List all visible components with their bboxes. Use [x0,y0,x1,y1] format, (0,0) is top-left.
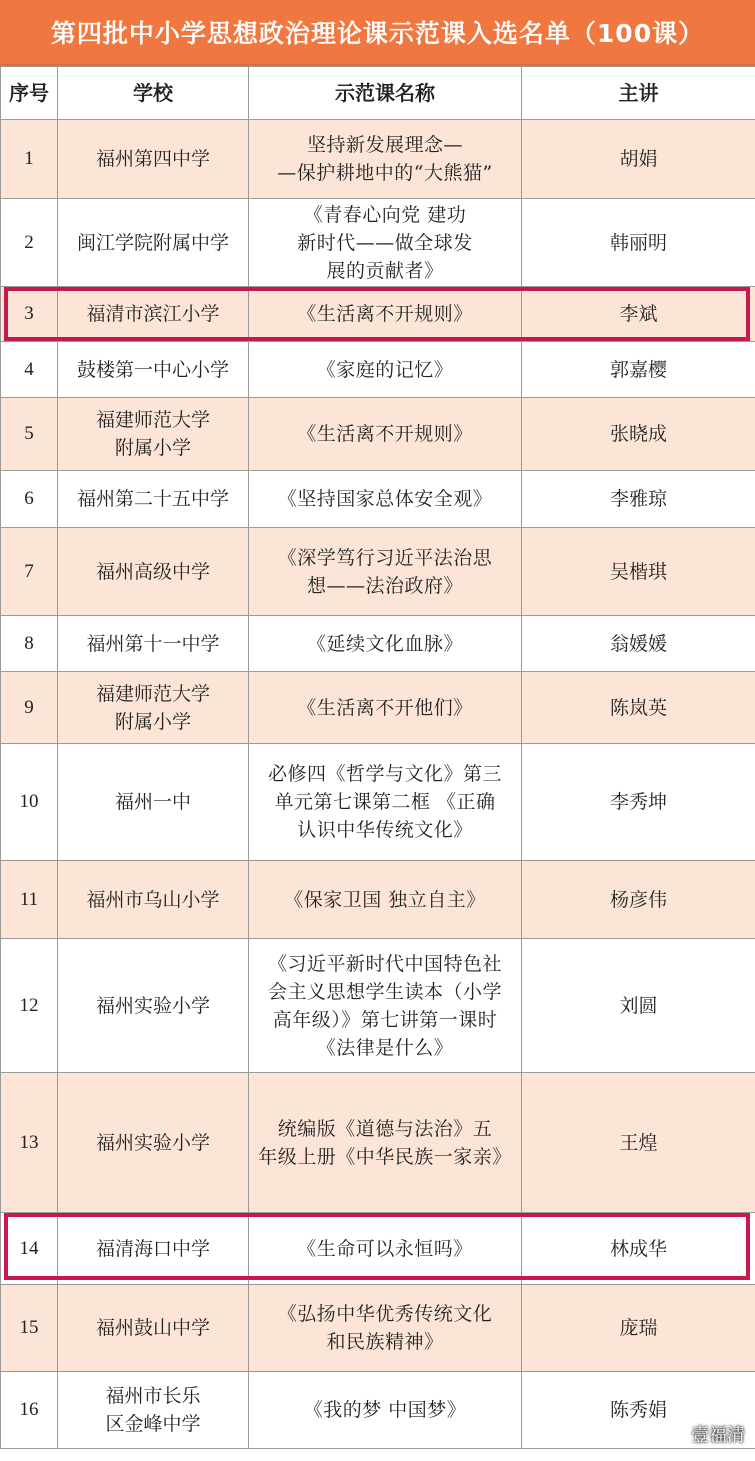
lesson-cell: 《保家卫国 独立自主》 [249,861,522,939]
seq-cell: 2 [1,199,58,287]
table-row [1,199,755,287]
table-header-row [1,67,755,120]
school-cell: 福州实验小学 [58,939,249,1073]
wechat-icon [659,1423,685,1445]
seq-cell: 6 [1,471,58,528]
teacher-cell: 陈岚英 [522,672,755,744]
lesson-cell: 《生活离不开规则》 [249,398,522,471]
seq-cell: 10 [1,744,58,861]
school-cell: 福州鼓山中学 [58,1285,249,1372]
teacher-cell: 李雅琼 [522,471,755,528]
seq-cell: 14 [1,1213,58,1285]
table-row [1,1073,755,1213]
lesson-cell: 《生活离不开他们》 [249,672,522,744]
table-row [1,287,755,342]
school-cell: 闽江学院附属中学 [58,199,249,287]
school-cell: 福州第四中学 [58,120,249,199]
teacher-cell: 李秀坤 [522,744,755,861]
table-row [1,672,755,744]
seq-cell: 16 [1,1372,58,1449]
school-cell: 福州实验小学 [58,1073,249,1213]
school-cell: 福州第二十五中学 [58,471,249,528]
seq-cell: 5 [1,398,58,471]
table-row [1,120,755,199]
teacher-cell: 林成华 [522,1213,755,1285]
seq-cell: 4 [1,342,58,398]
teacher-cell: 陈秀娟 [522,1372,755,1449]
school-cell: 福建师范大学 附属小学 [58,672,249,744]
lesson-cell: 《家庭的记忆》 [249,342,522,398]
lesson-cell: 《生活离不开规则》 [249,287,522,342]
table-row [1,1372,755,1449]
table-row [1,939,755,1073]
table-row [1,744,755,861]
school-cell: 福清海口中学 [58,1213,249,1285]
seq-cell: 12 [1,939,58,1073]
seq-cell: 3 [1,287,58,342]
table-row [1,1285,755,1372]
header-seq: 序号 [1,67,58,120]
seq-cell: 13 [1,1073,58,1213]
lesson-cell: 《弘扬中华优秀传统文化 和民族精神》 [249,1285,522,1372]
lesson-cell: 《青春心向党 建功 新时代——做全球发 展的贡献者》 [249,199,522,287]
table-row [1,398,755,471]
lesson-cell: 统编版《道德与法治》五 年级上册《中华民族一家亲》 [249,1073,522,1213]
seq-cell: 9 [1,672,58,744]
school-cell: 福州市长乐 区金峰中学 [58,1372,249,1449]
lesson-cell: 《我的梦 中国梦》 [249,1372,522,1449]
teacher-cell: 杨彦伟 [522,861,755,939]
table-row [1,1213,755,1285]
teacher-cell: 翁媛媛 [522,616,755,672]
lesson-cell: 《深学笃行习近平法治思 想——法治政府》 [249,528,522,616]
lesson-cell: 《延续文化血脉》 [249,616,522,672]
teacher-cell: 刘圆 [522,939,755,1073]
teacher-cell: 李斌 [522,287,755,342]
table-row [1,471,755,528]
seq-cell: 1 [1,120,58,199]
table-row [1,861,755,939]
watermark-text: 壹福清 [691,1425,745,1446]
teacher-cell: 王煌 [522,1073,755,1213]
teacher-cell: 张晓成 [522,398,755,471]
teacher-cell: 郭嘉樱 [522,342,755,398]
lesson-cell: 《习近平新时代中国特色社 会主义思想学生读本（小学 高年级）》第七讲第一课时 《法律是什么》 [249,939,522,1073]
header-lesson: 示范课名称 [249,67,522,120]
lesson-cell: 坚持新发展理念— —保护耕地中的“大熊猫” [249,120,522,199]
school-cell: 福州高级中学 [58,528,249,616]
school-cell: 鼓楼第一中心小学 [58,342,249,398]
lesson-cell: 《坚持国家总体安全观》 [249,471,522,528]
teacher-cell: 胡娟 [522,120,755,199]
school-cell: 福州市乌山小学 [58,861,249,939]
school-cell: 福清市滨江小学 [58,287,249,342]
teacher-cell: 韩丽明 [522,199,755,287]
school-cell: 福建师范大学 附属小学 [58,398,249,471]
header-school: 学校 [58,67,249,120]
lesson-cell: 《生命可以永恒吗》 [249,1213,522,1285]
seq-cell: 8 [1,616,58,672]
lesson-table [0,66,755,1449]
lesson-cell: 必修四《哲学与文化》第三 单元第七课第二框 《正确 认识中华传统文化》 [249,744,522,861]
school-cell: 福州一中 [58,744,249,861]
school-cell: 福州第十一中学 [58,616,249,672]
teacher-cell: 庞瑞 [522,1285,755,1372]
watermark [659,1421,745,1447]
seq-cell: 11 [1,861,58,939]
table-row [1,528,755,616]
seq-cell: 15 [1,1285,58,1372]
seq-cell: 7 [1,528,58,616]
table-row [1,616,755,672]
table-row [1,342,755,398]
teacher-cell: 吴楷琪 [522,528,755,616]
page-title: 第四批中小学思想政治理论课示范课入选名单（100课） [0,0,755,66]
header-teacher: 主讲 [522,67,755,120]
